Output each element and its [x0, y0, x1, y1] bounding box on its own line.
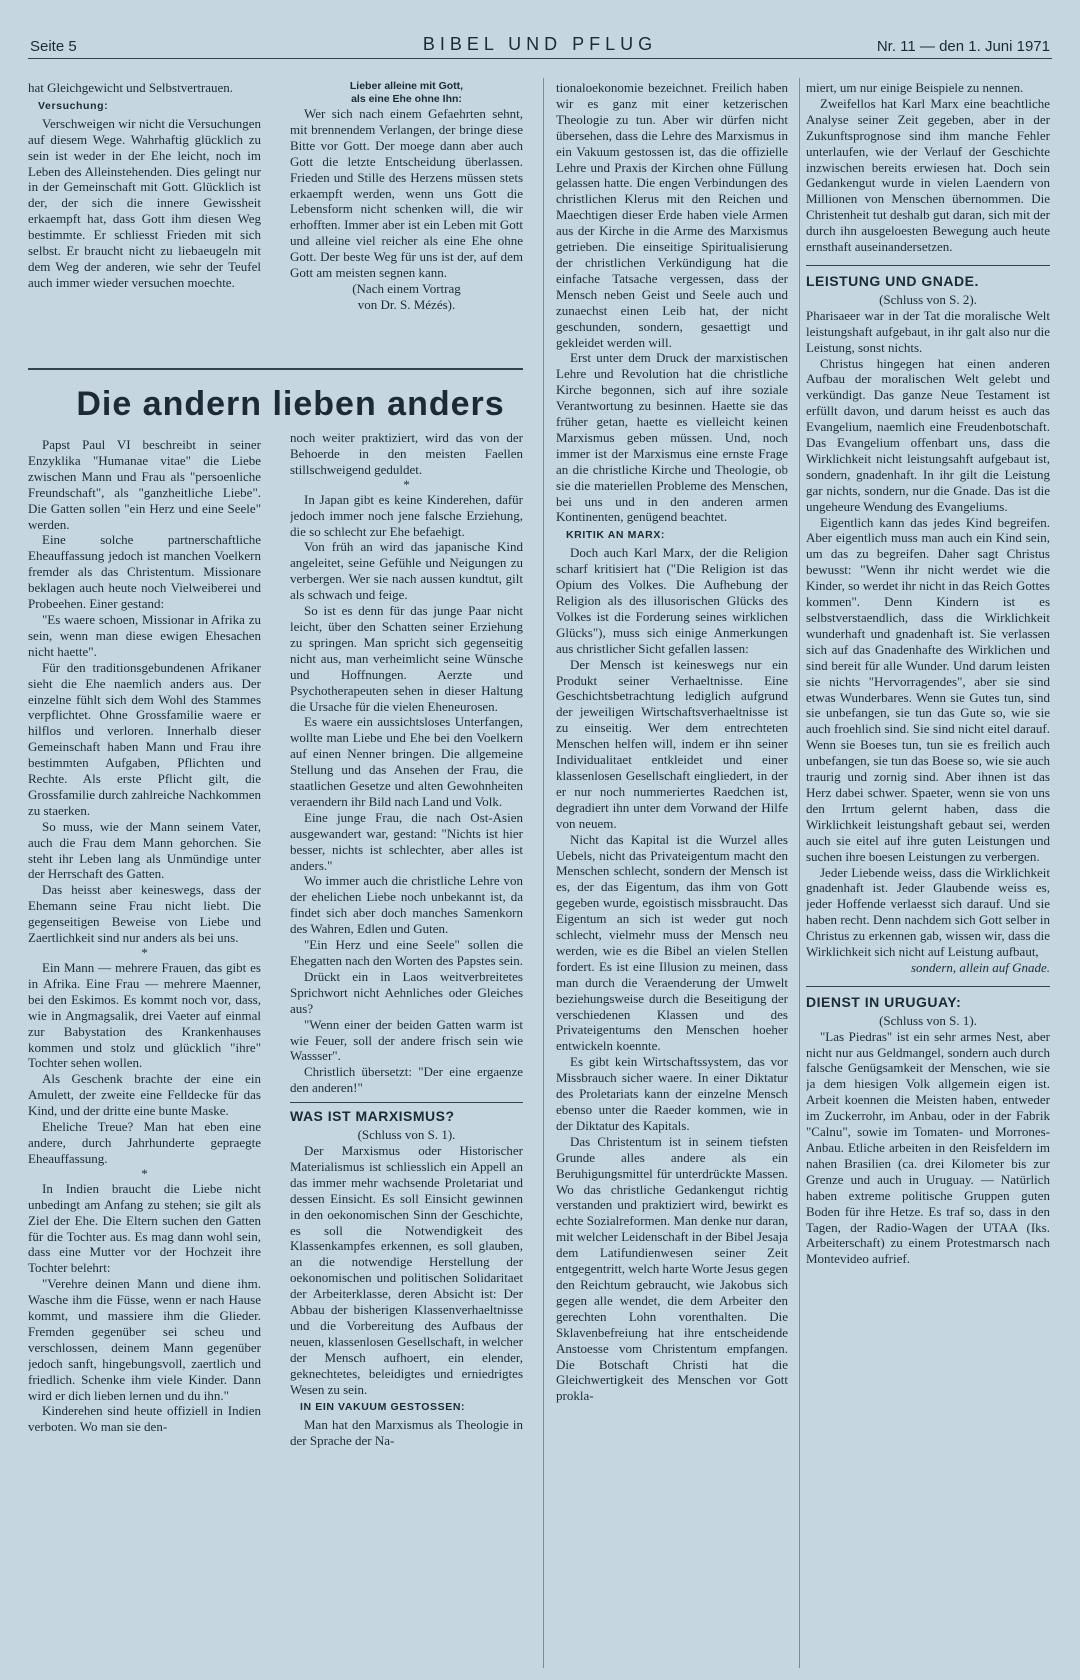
paragraph: Es waere ein aussichtsloses Unterfangen, wollte man Liebe und Ehe bei den Voelkern auf einen Nenner bringen. Die allgemeine Stellung und das Ansehen der Frau, die staatlichen Gesetze und alten Gewohnheiten veraendern ihr Bild nach Land und Volk. — [290, 714, 523, 809]
page-number: Seite 5 — [30, 38, 77, 55]
paragraph: Von früh an wird das japanische Kind angeleitet, seine Gefühle und Neigungen zu verbergen. Wer sie nach aussen kundtut, gilt als schwach und feige. — [290, 539, 523, 603]
subheading-lieber-alleine-2: als eine Ehe ohne Ihn: — [351, 93, 462, 105]
paragraph: Ein Mann — mehrere Frauen, das gibt es in Afrika. Eine Frau — mehrere Maenner, bei den Eskimos. Es kommt noch vor, dass, wie in Angmagsalik, drei Vaeter auf einmal zur Babystation des Krankenhauses kommen und stolz und glücklich "ihre" Tochter sehen wollen. — [28, 960, 261, 1071]
paragraph: Erst unter dem Druck der marxistischen Lehre und Revolution hat die christliche Kirche begonnen, sich auf ihre soziale Verantwortung zu besinnen. Haette sie das früher getan, haette es vielleicht keinen Marxismus geben müssen. Und, noch immer ist der Marxismus eine ernste Frage an die christliche Kirche und Theologie, ob sie die materiellen Probleme des Menschen, bei uns und in den anderen armen Kontinenten, genügend beachtet. — [556, 350, 788, 525]
section-note: (Schluss von S. 2). — [879, 291, 977, 307]
paragraph: Das Christentum ist in seinem tiefsten Grunde alles andere als ein Beruhigungsmittel für unterdrückte Massen. Wo das christliche Gedankengut richtig verstanden und praktiziert wird, bewirkt es echte Sozialreformen. Man denke nur daran, mit welcher Leidenschaft in der Bibel Jesaja dem Latifundienwesen seiner Zeit entgegentritt, welch harte Worte Jesus gegen den Reichtum gebraucht, wie Jakobus sich gegen alle wendet, die dem Arbeiter den gerechten Lohn vorenthalten. Die Sklavenbefreiung hat ihre entscheidende Anstoesse vom Christentum empfangen. Die Botschaft Christi hat die Gleichwertigkeit des Menschen vor Gott prokla- — [556, 1133, 788, 1404]
paragraph: Jeder Liebende weiss, dass die Wirklichkeit gnadenhaft ist. Jeder Glaubende weiss es, jeder Hoffende verlaesst sich darauf. Und sie haben recht. Denn nachdem sich Gott selber in Christus zu erkennen gab, wissen wir, dass die Wirklichkeit sich nicht auf Leistung aufbaut, — [806, 864, 1050, 960]
section-note: (Schluss von S. 1). — [879, 1012, 977, 1028]
paragraph: Eigentlich kann das jedes Kind begreifen. Aber eigentlich muss man auch ein Kind sein, um das zu begreifen. Daher sagt Christus bewusst: "Wenn ihr nicht werdet wie die Kinder, so werdet ihr nicht in das Reich Gottes kommen". Denn Kindern ist es selbstverstaendlich, dass die Wirklichkeit wunderhaft und gnadenhaft ist. Sie verlassen sich auf das Gnadenhafte des Wirklichen und sind bereit für alle Wunder. Und darum leisten sie nichts "Hervorragendes", aber sie sind etwas Wunderbares. Wenn sie Gutes tun, sind sie unbefangen, sie tun das Gute so, wie sie auch froehlich sind. Sie sind nicht eitel darauf. Wenn sie Boeses tun, tun sie es freilich auch unbefangen, sie tun das Boese so, wie sie auch traurig und zornig sind. Aber ihnen ist das Herz dabei schwer. Spaeter, wenn sie von uns den Irrtum gelernt haben, dass die Wirklichkeit leistungshaft gebaut sei, werden auch sie eitel auf ihre guten Leistungen und suchen ihre boesen Leistungen zu verbergen. — [806, 514, 1050, 864]
issue-date: Nr. 11 — den 1. Juni 1971 — [876, 38, 1050, 55]
section-note: (Schluss von S. 1). — [357, 1127, 456, 1143]
paragraph: Doch auch Karl Marx, der die Religion scharf kritisiert hat ("Die Religion ist das Opium des Volkes. Die Aufhebung der Religion als des illusorischen Glücks des Volkes ist die Forderung seines wirklichen Glücks"), muss sich einige Anmerkungen aus christlicher Sicht gefallen lassen: — [556, 545, 788, 656]
newspaper-title: BIBEL UND PFLUG — [422, 34, 658, 54]
subheading-lieber-alleine: Lieber alleine mit Gott, — [349, 80, 464, 92]
paragraph: Christus hingegen hat einen anderen Aufbau der moralischen Welt gelebt und verkündigt. Das ganze Neue Testament ist erfüllt davon, und darum heisst es auch das Evangelium, naemlich eine Freudenbotschaft. Das Evangelium offenbart uns, dass die Wirklichkeit nicht leistungsahft aufgebaut ist, sondern, gnadenhaft. In ihr gilt die Leistung gar nichts, sondern, nur die Gnade. Das ist die ungeheure Wendung des Evangeliums. — [806, 355, 1050, 514]
paragraph: Wo immer auch die christliche Lehre von der ehelichen Liebe noch unbekannt ist, da findet sich aber doch manches Samenkorn des Wahren, Edlen und Guten. — [290, 873, 523, 937]
article-headline: Die andern lieben anders — [76, 385, 505, 423]
paragraph: Als Geschenk brachte der eine ein Amulett, der zweite eine Felldecke für das Kind, und der dritte eine bunte Maske. — [28, 1071, 261, 1119]
section-heading-leistung: LEISTUNG UND GNADE. — [806, 272, 979, 289]
paragraph: Eheliche Treue? Man hat eben eine andere, durch Jahrhunderte gepraegte Eheauffassung. — [28, 1119, 261, 1166]
paragraph: Christlich übersetzt: "Der eine ergaenze den anderen!" — [290, 1064, 523, 1096]
col3-article — [556, 80, 788, 1670]
quote: "Wenn einer der beiden Gatten warm ist wie Feuer, soll der andere frisch sein wie Wassser". — [290, 1016, 523, 1064]
paragraph: noch weiter praktiziert, wird das von der Behoerde in den meisten Faellen stillschweigend geduldet. — [290, 430, 523, 477]
paragraph: tionaloekonomie bezeichnet. Freilich haben wir es ganz mit einer ketzerischen Theologie zu tun. Aber wir dürfen nicht übersehen, dass die Lehre des Marxismus in ein Vakuum gestossen ist, das die offizielle Lehre und Praxis der Kirchen ohne Füllung gelassen hatte. Die engen Verbindungen des christlichen Klerus mit den Reichen und Maechtigen dieser Erde haben viele Armen aus der Kirche in die Arme des Marxismus getrieben. Die einseitige Spiritualisierung der christlichen Verkündigung hat die einfache Tatsache vergessen, dass der Mensch neben Geist und Seele auch und zunaechst einen Leib hat, der nicht geschunden, sondern, gesaettigt und gekleidet werden will. — [556, 80, 788, 350]
section-heading-uruguay: DIENST IN URUGUAY: — [806, 993, 962, 1010]
paragraph: Man hat den Marxismus als Theologie in der Sprache der Na- — [290, 1417, 523, 1449]
paragraph: So muss, wie der Mann seinem Vater, auch die Frau dem Mann gehorchen. Sie steht ihr Leben lang als Unmündige unter der Herrschaft des Gatten. — [28, 818, 261, 882]
col2-top-article — [290, 80, 523, 357]
paragraph: hat Gleichgewicht und Selbstvertrauen. — [28, 80, 234, 95]
credit-line: (Nach einem Vortrag — [352, 280, 461, 296]
paragraph: Wer sich nach einem Gefaehrten sehnt, mit brennendem Verlangen, der bringe diese Bitte vor Gott. Der moege dann aber auch Gott die letzte Entscheidung überlassen. Frieden und Stille des Herzens müssen stets erkaempft werden, wenn uns Gott die Lebensform nicht schenken will, die wir erhofften. Immer aber ist ein Leben mit Gott und alleine viel reicher als eine Ehe ohne Gott. Der beste Weg für uns ist der, auf dem Gott am meisten segnen kann. — [290, 106, 523, 281]
paragraph: Verschweigen wir nicht die Versuchungen auf diesem Wege. Wahrhaftig glücklich zu sein ist weder in der Ehe leicht, noch im Leben des Alleinstehenden. Dies gelingt nur in der Gemeinschaft mit Gott. Glücklich ist der, der sich die innere Gewissheit erkaempft hat, dass Gott ihm diesen Weg bestimmte. Er schliesst Frieden mit sich selbst. Er braucht nicht zu liebaeugeln mit dem Weg der anderen, wie sehr der Teufel auch immer wieder versuchen moechte. — [28, 115, 261, 290]
paragraph: Kinderehen sind heute offiziell in Indien verboten. Wo man sie den- — [28, 1403, 261, 1435]
subheading-kritik: KRITIK AN MARX: — [566, 529, 666, 542]
paragraph: In Japan gibt es keine Kinderehen, dafür jedoch immer noch jene falsche Erziehung, die so schlecht zur Ehe befaehigt. — [290, 491, 523, 539]
paragraph: "Ein Herz und eine Seele" sollen die Ehegatten nach den Worten des Papstes sein. — [290, 937, 523, 968]
paragraph: Das heisst aber keineswegs, dass der Ehemann seine Frau nicht liebt. Die gegenseitigen Beweise von Liebe und Zaertlichkeit sind nur anders als bei uns. — [28, 882, 261, 946]
paragraph: In Indien braucht die Liebe nicht unbedingt am Anfang zu stehen; sie gilt als Ziel der Ehe. Die Eltern suchen den Gatten für die Tochter aus. Es mag dann wohl sein, dass eine Mutter vor der Hochzeit ihre Tochter belehrt: — [28, 1180, 261, 1276]
paragraph: Es gibt kein Wirtschaftssystem, das vor Missbrauch sicher waere. In einer Diktatur des Proletariats kann der einzelne Mensch ebenso unter die Raeder kommen, wie in der Diktatur des Kapitals. — [556, 1054, 788, 1133]
subheading-vakuum: IN EIN VAKUUM GESTOSSEN: — [300, 1401, 466, 1414]
paragraph: Eine solche partnerschaftliche Eheauffassung jedoch ist manchen Voelkern fremder als das Christentum. Missionare beklagen auch heute noch Vielweiberei und Probeehen. Einer gestand: — [28, 532, 261, 612]
paragraph: So ist es denn für das junge Paar nicht leicht, über den Schatten seiner Erziehung zu springen. Man spricht sich gegenseitig nicht aus, man verheimlicht seine Wünsche und Hoffnungen. Aerzte und Psychotherapeuten sehen in dieser Haltung die Ursache für die vielen Eheneurosen. — [290, 603, 523, 714]
paragraph: Der Mensch ist keineswegs nur ein Produkt seiner Verhaeltnisse. Eine Geschichtsbetrachtung lediglich aufgrund der jeweiligen Wirtschaftsverhaeltnisse ist zu einseitig. Wer dem entrechteten Menschen helfen will, indem er ihn seiner Individualitaet entkleidet und einer klassenlosen Gesellschaft eingliedert, in der er nur noch nummeriertes Raedchen ist, degradiert ihn unter dem Vorwand der Hilfe von neuem. — [556, 656, 788, 831]
paragraph: Für den traditionsgebundenen Afrikaner sieht die Ehe naemlich anders aus. Der einzelne fühlt sich dem Wohl des Stammes verpflichtet. Ohne Grossfamilie waere er hilflos und verloren. Innerhalb dieser Gemeinschaft haben Mann und Frau ihre bestimmten Aufgaben, Pflichten und Rechte. Als erste Pflicht gilt, die Grossfamilie durch zahlreiche Nachkommen zu staerken. — [28, 659, 261, 818]
paragraph: Der Marxismus oder Historischer Materialismus ist schliesslich ein Appell an das immer mehr wachsende Proletariat und dessen Einsicht. Es soll Einsicht gewinnen in den oekonomischen Sinn der Geschichte, es soll die Notwendigkeit des Klassenkampfes erkennen, es soll glauben, an die notwendige Herstellung der oekonomischen und politischen Solidaritaet der Arbeiterklasse, deren Absicht ist: Der Abbau der bisherigen Klassenverhaeltnisse und die Vorbereitung des Aufbaus der neuen, klassenlosen Gesellschaft, in welcher der Mensch aufhoert, ein elender, geknechtetes, beleidigtes und erniedrigtes Wesen zu sein. — [290, 1142, 523, 1397]
col4-article — [806, 80, 1050, 1670]
col1-main-article — [28, 437, 261, 1670]
col1-top-article — [28, 80, 261, 357]
subheading-versuchung: Versuchung: — [38, 99, 109, 112]
paragraph: Papst Paul VI beschreibt in seiner Enzyklika "Humanae vitae" die Liebe zwischen Mann und Frau als "persoenliche Freundschaft", als "ganzheitliche Liebe". Die Gatten sollen "ein Herz und eine Seele" werden. — [28, 437, 261, 532]
paragraph: Eine junge Frau, die nach Ost-Asien ausgewandert war, gestand: "Nichts ist hier besser, nichts ist schlechter, aber alles ist anders." — [290, 809, 523, 873]
column-divider — [799, 78, 800, 1668]
horizontal-divider — [28, 368, 523, 370]
quote: "Verehre deinen Mann und diene ihm. Wasche ihm die Füsse, wenn er nach Hause kommt, und massiere ihm die Glieder. Fremden gegenüber sei scheu und verschlossen, deinem Mann gegenüber jedoch sanft, hingebungsvoll, zaertlich und friedlich. Schenke ihm viele Kinder. Dann wird er dich lieben lernen und du ihn." — [28, 1276, 261, 1403]
quote: "Es waere schoen, Missionar in Afrika zu sein, wenn man diese ewigen Ehesachen nicht haette". — [28, 611, 261, 659]
column-divider — [543, 78, 544, 1668]
paragraph: miert, um nur einige Beispiele zu nennen. — [806, 80, 1024, 95]
paragraph: "Las Piedras" ist ein sehr armes Nest, aber nicht nur aus Geldmangel, sondern auch durch falsche Genügsamkeit der Menschen, wie sie ja dem hiesigen Volk allgemein eigen ist. Arbeit koennen die Meisten haben, entweder im Zuckerrohr, im Anbau, oder in der Fabrik "Calnu", sowie im Tomaten- und Morrones-Anbau. Etliche arbeiten in den Reisfeldern im nahen Brasilien (ca. drei Kilometer bis zur Grenze und auch in Uruguay. — Natürlich haben extreme politische Gruppen guten Boden für ihre Hetze. Es traf so, dass in den Tagen, der Radio-Wagen der UTAA (Iks. Arbeiterschaft) zu einem Protestmarsch nach Montevideo aufrief. — [806, 1028, 1050, 1267]
paragraph: Drückt ein in Laos weitverbreitetes Sprichwort nicht Aehnliches oder Gleiches aus? — [290, 968, 523, 1016]
section-heading-marxismus: WAS IST MARXISMUS? — [290, 1108, 455, 1125]
col2-main-article — [290, 430, 523, 1670]
separator-star: * — [403, 476, 410, 492]
paragraph: Nicht das Kapital ist die Wurzel alles Uebels, nicht das Privateigentum macht den Menschen schlecht, sondern der Mensch ist es, der das Eigentum, das ihm von Gott gegeben wurde, egoistisch missbraucht. Das Eigentum an sich ist weder gut noch schlecht, vielmehr muss der Mensch neu werden, wie es die Bibel an vielen Stellen fordert. Es ist eine Illusion zu meinen, dass man durch die Veraenderung der Umwelt beziehungsweise durch die Beseitigung der verschiedenen Klassen und des Privateigentums den Menschen hoeher entwickeln koennte. — [556, 831, 788, 1054]
section-divider — [806, 976, 1050, 987]
separator-star: * — [141, 945, 148, 960]
paragraph: Pharisaeer war in der Tat die moralische Welt leistungshaft aufgebaut, in ihr galt also nur die Leistung, sonst nichts. — [806, 307, 1050, 355]
separator-star: * — [141, 1165, 148, 1181]
section-divider — [806, 255, 1050, 266]
section-divider — [290, 1096, 523, 1103]
page-header — [28, 36, 1052, 59]
credit-author: von Dr. S. Mézés). — [357, 296, 456, 312]
paragraph: Zweifellos hat Karl Marx eine beachtliche Analyse seiner Zeit gegeben, aber in der Zukunftsprognose sind ihm manche Fehler unterlaufen, wie der Verlauf der Geschichte inzwischen bereits erwiesen hat. Doch sein Gedankengut wurde in vielen Laendern von Millionen von Menschen übernommen. Die Christenheit tut deshalb gut daran, sich mit der durch ihn ausgeloesten Bewegung auch heute ernsthaft auseinandersetzen. — [806, 95, 1050, 255]
emphasis-line: sondern, allein auf Gnade. — [910, 959, 1050, 975]
